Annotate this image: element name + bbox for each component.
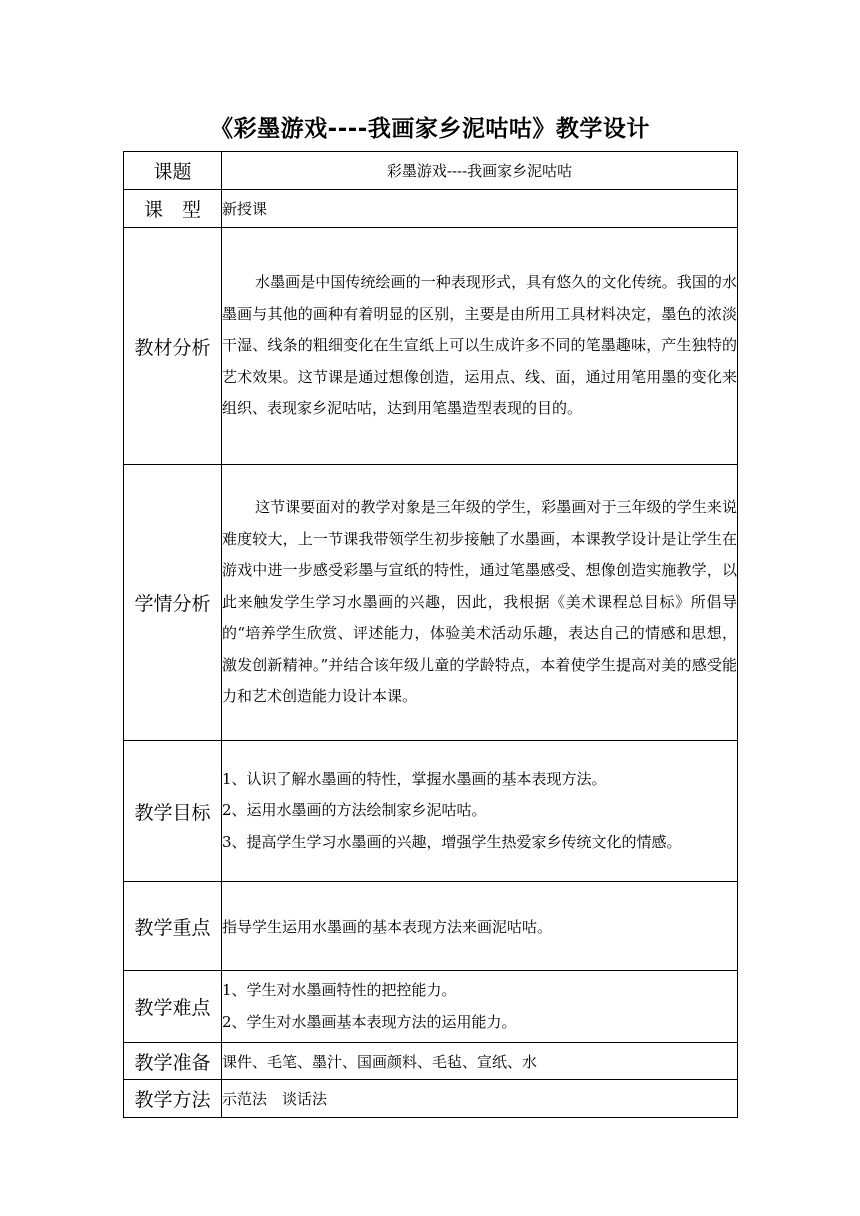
table-row (124, 190, 738, 228)
table-row (124, 465, 738, 741)
table-row (124, 882, 738, 971)
list-item: 2、运用水墨画的方法绘制家乡泥咕咕。 (222, 801, 487, 820)
document-title: 《彩墨游戏----我画家乡泥咕咕》教学设计 (210, 116, 650, 142)
list-item: 1、学生对水墨画特性的把控能力。 (222, 981, 457, 1000)
row-content-teaching-goals (222, 741, 738, 882)
row-content-student-analysis (222, 465, 738, 741)
row-label-teaching-goals: 教学目标 (124, 741, 222, 882)
row-label-topic: 课题 (124, 152, 222, 190)
row-label-type: 课 型 (124, 190, 222, 228)
list-item: 1、认识了解水墨画的特性，掌握水墨画的基本表现方法。 (222, 769, 607, 788)
row-content-topic: 彩墨游戏----我画家乡泥咕咕 (222, 152, 738, 190)
row-content-key-points: 指导学生运用水墨画的基本表现方法来画泥咕咕。 (222, 882, 738, 971)
table-row (124, 971, 738, 1043)
row-label-difficulties: 教学难点 (124, 971, 222, 1043)
row-content-material-analysis (222, 228, 738, 465)
row-content-preparation: 课件、毛笔、墨汁、国画颜料、毛毡、宣纸、水 (222, 1043, 738, 1080)
table-row (124, 1080, 738, 1118)
table-row (124, 228, 738, 465)
table-row (124, 152, 738, 190)
table-row (124, 741, 738, 882)
row-label-methods: 教学方法 (124, 1080, 222, 1118)
row-label-key-points: 教学重点 (124, 882, 222, 971)
list-item: 2、学生对水墨画基本表现方法的运用能力。 (222, 1012, 517, 1031)
table-row (124, 1043, 738, 1080)
row-label-student-analysis: 学情分析 (124, 465, 222, 741)
student-analysis-text: 这节课要面对的教学对象是三年级的学生，彩墨画对于三年级的学生来说难度较大，上一节课我带领学生初步接触了水墨画，本课教学设计是让学生在游戏中进一步感受彩墨与宣纸的特性，通过笔墨感受、想像创造实施教学，以此来触发学生学习水墨画的兴趣，因此，我根据《美术课程总目标》所倡导的“培养学生欣赏、评述能力，体验美术活动乐趣，表达自己的情感和思想，激发创新精神。”并结合该年级儿童的学龄特点，本着使学生提高对美的感受能力和艺术创造能力设计本课。 (222, 497, 737, 706)
row-label-preparation: 教学准备 (124, 1043, 222, 1080)
row-content-difficulties (222, 971, 738, 1043)
row-label-material-analysis: 教材分析 (124, 228, 222, 465)
material-analysis-text: 水墨画是中国传统绘画的一种表现形式，具有悠久的文化传统。我国的水墨画与其他的画种有着明显的区别，主要是由所用工具材料决定，墨色的浓淡干湿、线条的粗细变化在生宣纸上可以生成许多不同的笔墨趣味，产生独特的艺术效果。这节课是通过想像创造，运用点、线、面，通过用笔用墨的变化来组织、表现家乡泥咕咕，达到用笔墨造型表现的目的。 (222, 273, 737, 418)
list-item: 3、提高学生学习水墨画的兴趣，增强学生热爱家乡传统文化的情感。 (222, 832, 682, 851)
row-content-methods: 示范法 谈话法 (222, 1080, 738, 1118)
lesson-plan-table (123, 151, 738, 1118)
row-content-type: 新授课 (222, 190, 738, 228)
